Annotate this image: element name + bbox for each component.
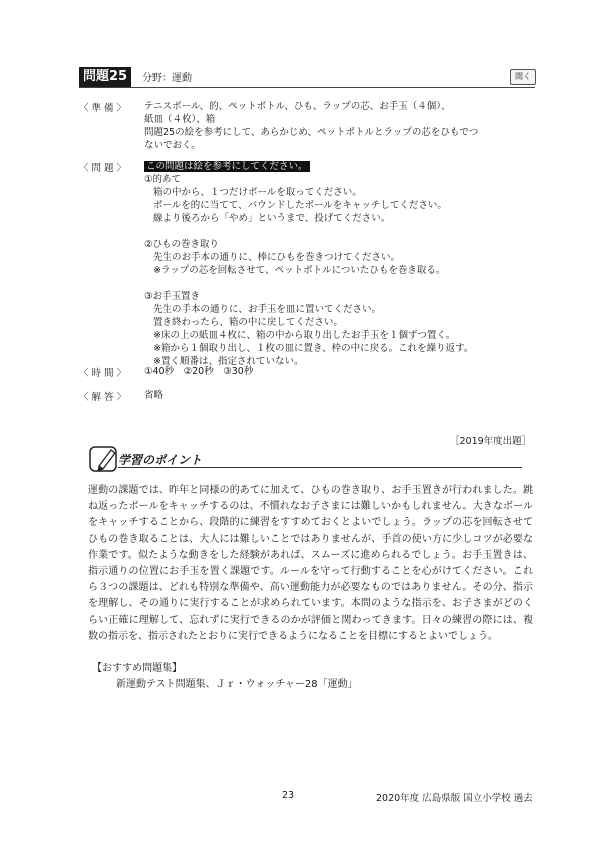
listen-button[interactable]: 聞く xyxy=(510,69,536,85)
problem-number-badge: 問題25 xyxy=(79,67,131,87)
text-line: ※置く順番は、指定されていない。 xyxy=(153,356,304,367)
answer-value: 省略 xyxy=(144,390,164,401)
learning-point-paragraph: 運動の課題では、昨年と同様の的あてに加えて、ひもの巻き取り、お手玉置きが行われました。跳ね返ったボールをキャッチするのは、不慣れなお子さまには難しいかもしれません。大きなボールをキャッチすることから、段階的に練習をすすめておくとよいでしょう。ラップの芯を回転させてひもの巻き取ることは、大人には難しいことではありませんが、手首の使い方に少しコツが必要な作業です。似たような動きをした経験があれば、スムーズに進められるでしょう。お手玉置きは、指示通りの位置にお手玉を置く課題です。ルールを守って行動することを心がけてください。これら３つの課題は、どれも特別な準備や、高い運動能力が必要なものではありません。その分、指示を理解し、その通りに実行することが求められています。本問のような指示を、お子さまがどのくらい正確に理解して、忘れずに実行できるのかが評価と関わってきます。日々の練習の際には、複数の指示を、指示されたとおりに実行できるようになることを目標にするとよいでしょう。 xyxy=(88,485,533,642)
learning-point-title: 学習のポイント xyxy=(118,453,203,467)
page-number: 23 xyxy=(282,790,295,801)
text-line: 問題25の絵を参考にして、あらかじめ、ペットボトルとラップの芯をひもでつ xyxy=(144,127,479,138)
question-label: 〈 問 題 〉 xyxy=(79,163,127,174)
text-line: ないでおく。 xyxy=(144,140,201,151)
text-line: ボールを的に当てて、バウンドしたボールをキャッチしてください。 xyxy=(153,200,447,211)
text-line: 紙皿（４枚）、箱 xyxy=(144,114,216,125)
text-line: 先生の手本の通りに、お手玉を皿に置いてください。 xyxy=(153,304,382,315)
field-label: 分野：運動 xyxy=(142,73,192,84)
part-title: ②ひもの巻き取り xyxy=(144,239,220,250)
time-label: 〈 時 間 〉 xyxy=(79,368,127,379)
text-line: 箱の中から、１つだけボールを取ってください。 xyxy=(153,187,362,198)
time-value: ①40秒 ②20秒 ③30秒 xyxy=(144,366,254,377)
answer-label: 〈 解 答 〉 xyxy=(79,392,127,403)
footer-title: 2020年度 広島県版 国立小学校 過去 xyxy=(376,793,533,804)
preparation-text xyxy=(144,100,538,152)
text-line: 先生のお手本の通りに、棒にひもを巻きつけてください。 xyxy=(153,252,401,263)
part-title: ③お手玉置き xyxy=(144,291,201,302)
text-line: ※ラップの芯を回転させて、ペットボトルについたひもを巻き取る。 xyxy=(153,265,446,276)
text-line: 線より後ろから「やめ」というまで、投げてください。 xyxy=(153,213,391,224)
year-note: ［2019年度出題］ xyxy=(450,436,532,447)
recommended-title: 【おすすめ問題集】 xyxy=(92,663,183,674)
text-line: テニスボール、的、ペットボトル、ひも、ラップの芯、お手玉（４個）、 xyxy=(144,101,451,112)
recommended-item: 新運動テスト問題集、Ｊｒ・ウォッチャー28「運動」 xyxy=(116,679,358,690)
question-text xyxy=(144,160,538,368)
text-line: 置き終わったら、箱の中に戻してください。 xyxy=(153,317,343,328)
preparation-label: 〈 準 備 〉 xyxy=(79,103,127,114)
question-intro: この問題は絵を参考にしてください。 xyxy=(146,161,308,172)
part-title: ①的あて xyxy=(144,174,182,185)
learning-point-divider xyxy=(118,467,522,468)
header-divider xyxy=(79,87,535,88)
text-line: ※箱から１個取り出し、１枚の皿に置き、枠の中に戻る。これを繰り返す。 xyxy=(153,343,474,354)
text-line: ※床の上の紙皿４枚に、箱の中から取り出したお手玉を１個ずつ置く。 xyxy=(153,330,456,341)
